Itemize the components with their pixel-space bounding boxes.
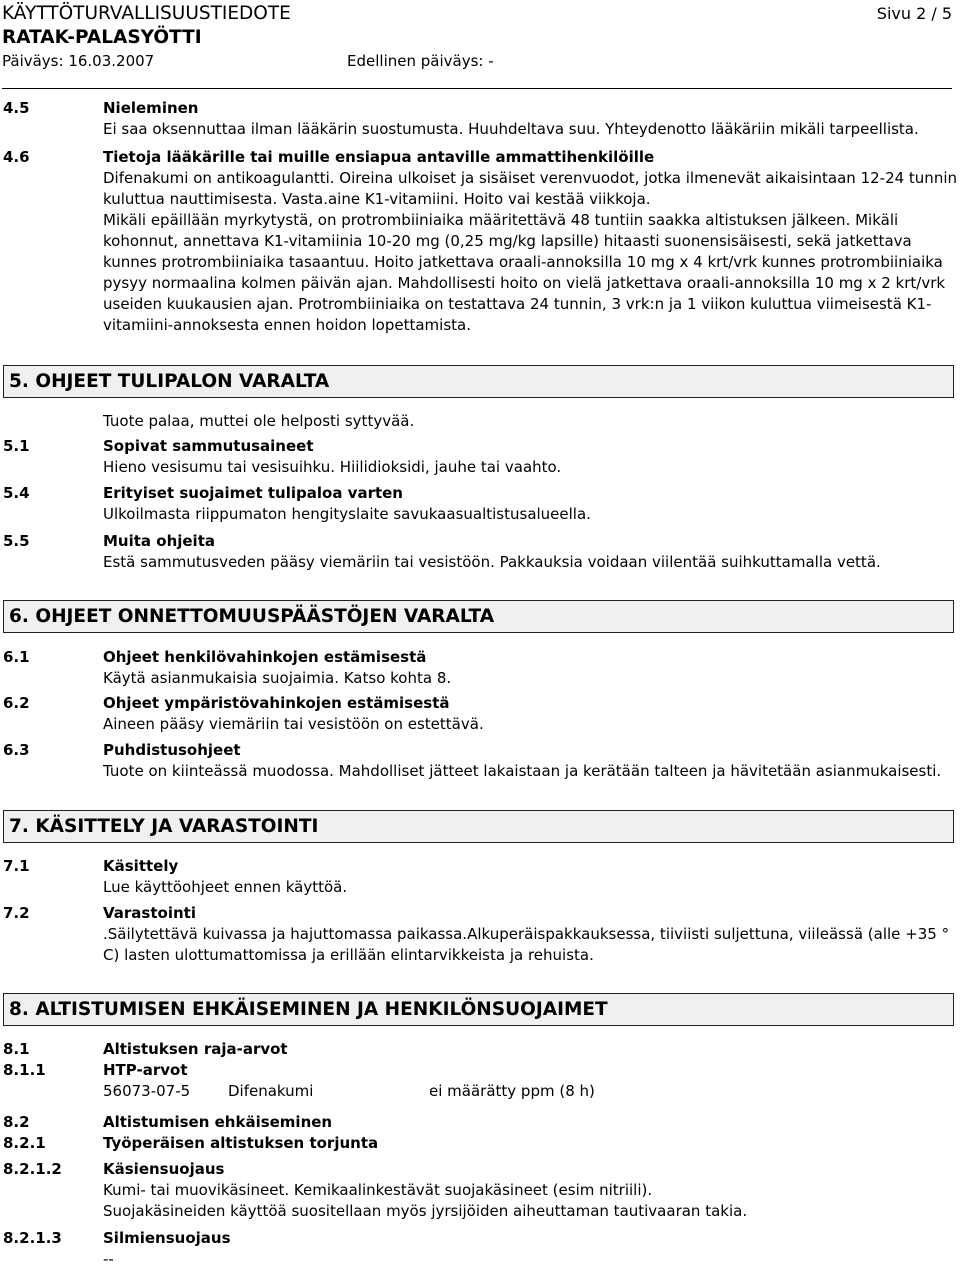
- subsection-text-line-1: Kumi- tai muovikäsineet. Kemikaalinkestävät suojakäsineet (esim nitriili).: [103, 1181, 653, 1199]
- subsection-title: Altistuksen raja-arvot: [103, 1040, 288, 1058]
- subsection-number: 6.3: [3, 741, 30, 759]
- subsection-text-line-2: Suojakäsineiden käyttöä suositellaan myös jyrsijöiden aiheuttaman tautivaaran takia.: [103, 1202, 748, 1220]
- subsection-number: 7.1: [3, 857, 30, 875]
- previous-date: Edellinen päiväys: -: [347, 52, 494, 70]
- subsection-6-2: [3, 693, 958, 735]
- subsection-number: 8.1.1: [3, 1061, 46, 1079]
- subsection-number: 5.5: [3, 532, 30, 550]
- subsection-number: 6.2: [3, 694, 30, 712]
- subsection-number: 8.2: [3, 1113, 30, 1131]
- limit-value: ei määrätty ppm (8 h): [429, 1082, 595, 1100]
- subsection-6-3: [3, 740, 958, 782]
- subsection-row: [3, 1112, 958, 1133]
- subsection-number: 4.6: [3, 148, 30, 166]
- subsection-text: Ulkoilmasta riippumaton hengityslaite savukaasualtistusalueella.: [103, 505, 591, 523]
- subsection-title: Sopivat sammutusaineet: [103, 437, 314, 455]
- subsection-7-1: [3, 856, 958, 898]
- subsection-row: [3, 693, 958, 735]
- subsection-title: Puhdistusohjeet: [103, 741, 241, 759]
- subsection-8-1: [3, 1039, 958, 1060]
- subsection-5-5: [3, 531, 958, 573]
- subsection-title: Ohjeet henkilövahinkojen estämisestä: [103, 648, 427, 666]
- section-8-heading: [3, 993, 954, 1026]
- subsection-number: 4.5: [3, 99, 30, 117]
- subsection-text: .Säilytettävä kuivassa ja hajuttomassa paikassa.Alkuperäispakkauksessa, tiiviisti suljettuna, viileässä (alle +35 ° C) lasten ulottumattomissa ja erillään elintarvikkeista ja rehuista.: [103, 925, 950, 964]
- subsection-title: Ohjeet ympäristövahinkojen estämisestä: [103, 694, 450, 712]
- subsection-number: 5.4: [3, 484, 30, 502]
- subsection-number: 6.1: [3, 648, 30, 666]
- subsection-number: 8.2.1.2: [3, 1160, 62, 1178]
- subsection-title: HTP-arvot: [103, 1061, 188, 1079]
- header-rule: [2, 88, 952, 89]
- subsection-8-2-1: [3, 1133, 958, 1154]
- subsection-number: 8.2.1: [3, 1134, 46, 1152]
- subsection-title: Nieleminen: [103, 99, 199, 117]
- page-header: [2, 2, 952, 72]
- subsection-row: [3, 531, 958, 573]
- section-title: 5. OHJEET TULIPALON VARALTA: [9, 371, 330, 392]
- subsection-text: --: [103, 1250, 114, 1268]
- document-title: KÄYTTÖTURVALLISUUSTIEDOTE: [2, 3, 291, 24]
- subsection-title: Käsiensuojaus: [103, 1160, 225, 1178]
- subsection-4-5: [3, 98, 958, 140]
- paragraph-symptoms: Difenakumi on antikoagulantti. Oireina ulkoiset ja sisäiset verenvuodot, jotka ilmenevät aikaisintaan 12-24 tunnin kuluttua nauttimisesta. Vasta.aine K1-vitamiini. Hoito vai kestää viikkoja.: [103, 169, 957, 208]
- subsection-8-1-1: [3, 1060, 958, 1081]
- subsection-text: Ei saa oksennuttaa ilman lääkärin suostumusta. Huuhdeltava suu. Yhteydenotto lääkäriin mikäli tarpeellista.: [103, 120, 919, 138]
- cas-number: 56073-07-5: [103, 1082, 191, 1100]
- subsection-number: 5.1: [3, 437, 30, 455]
- subsection-row: [3, 436, 958, 478]
- subsection-title: Erityiset suojaimet tulipaloa varten: [103, 484, 403, 502]
- subsection-row: [3, 1060, 958, 1081]
- page-number: Sivu 2 / 5: [876, 4, 952, 23]
- subsection-8-2: [3, 1112, 958, 1133]
- subsection-number: 8.1: [3, 1040, 30, 1058]
- subsection-text: Hieno vesisumu tai vesisuihku. Hiilidioksidi, jauhe tai vaahto.: [103, 458, 562, 476]
- subsection-title: Muita ohjeita: [103, 532, 215, 550]
- subsection-6-1: [3, 647, 958, 689]
- paragraph-treatment: Mikäli epäillään myrkytystä, on protrombiiniaika määritettävä 48 tuntiin saakka altistuksen jälkeen. Mikäli kohonnut, annettava K1-vitamiinia 10-20 mg (0,25 mg/kg lapsille) hitaasti suonensisäisesti, sekä jatkettava kunnes protrombiiniaika tasaantuu. Hoito jatkettava oraali-annoksilla 10 mg x 4 krt/vrk kunnes protrombiiniaika pysyy normaalina kolmen päivän ajan. Mahdollisesti hoito on vielä jatkettava oraali-annoksilla 10 mg x 2 krt/vrk useiden kuukausien ajan. Protrombiiniaika on testattava 24 tunnin, 3 vrk:n ja 1 viikon kuluttua viimeisestä K1-vitamiini-annoksesta ennen hoidon lopettamista.: [103, 211, 946, 334]
- subsection-row: [3, 903, 958, 966]
- htp-table-row: [3, 1082, 958, 1103]
- substance-name: Difenakumi: [228, 1082, 314, 1100]
- subsection-number: 8.2.1.3: [3, 1229, 62, 1247]
- subsection-title: Työperäisen altistuksen torjunta: [103, 1134, 379, 1152]
- subsection-row: [3, 483, 958, 525]
- subsection-title: Altistumisen ehkäiseminen: [103, 1113, 333, 1131]
- section-6-heading: [3, 600, 954, 633]
- section-7-heading: [3, 810, 954, 843]
- intro-text: Tuote palaa, muttei ole helposti syttyvää.: [103, 412, 415, 430]
- subsection-title: Varastointi: [103, 904, 196, 922]
- subsection-row: [3, 1133, 958, 1154]
- subsection-title: Käsittely: [103, 857, 179, 875]
- subsection-text: Lue käyttöohjeet ennen käyttöä.: [103, 878, 348, 896]
- subsection-5-1: [3, 436, 958, 478]
- subsection-8-2-1-2: [3, 1159, 958, 1222]
- subsection-text: Tuote on kiinteässä muodossa. Mahdolliset jätteet lakaistaan ja kerätään talteen ja hävitetään asianmukaisesti.: [103, 762, 942, 780]
- section-5-heading: [3, 365, 954, 398]
- subsection-row: [3, 856, 958, 898]
- subsection-7-2: [3, 903, 958, 966]
- subsection-row: [3, 740, 958, 782]
- section-title: 7. KÄSITTELY JA VARASTOINTI: [9, 816, 319, 837]
- subsection-text: Aineen pääsy viemäriin tai vesistöön on estettävä.: [103, 715, 484, 733]
- subsection-4-6: [3, 147, 958, 336]
- subsection-row: [3, 1039, 958, 1060]
- subsection-row: [3, 1228, 958, 1270]
- product-name: RATAK-PALASYÖTTI: [2, 27, 202, 48]
- section-5-intro: [3, 411, 958, 432]
- section-4-6: [3, 147, 958, 336]
- subsection-number: 7.2: [3, 904, 30, 922]
- section-title: 8. ALTISTUMISEN EHKÄISEMINEN JA HENKILÖNSUOJAIMET: [9, 999, 608, 1020]
- subsection-text: Käytä asianmukaisia suojaimia. Katso kohta 8.: [103, 669, 452, 687]
- subsection-row: [3, 647, 958, 689]
- subsection-text: Estä sammutusveden pääsy viemäriin tai vesistöön. Pakkauksia voidaan viilentää suihkuttamalla vettä.: [103, 553, 881, 571]
- subsection-5-4: [3, 483, 958, 525]
- subsection-row: [3, 1159, 958, 1222]
- section-5-body: [3, 411, 958, 432]
- section-4-5: [3, 98, 958, 140]
- date: Päiväys: 16.03.2007: [2, 52, 155, 70]
- section-title: 6. OHJEET ONNETTOMUUSPÄÄSTÖJEN VARALTA: [9, 606, 495, 627]
- header-dates: [2, 50, 952, 72]
- subsection-8-2-1-3: [3, 1228, 958, 1270]
- subsection-title: Tietoja lääkärille tai muille ensiapua antaville ammattihenkilöille: [103, 148, 655, 166]
- subsection-title: Silmiensuojaus: [103, 1229, 231, 1247]
